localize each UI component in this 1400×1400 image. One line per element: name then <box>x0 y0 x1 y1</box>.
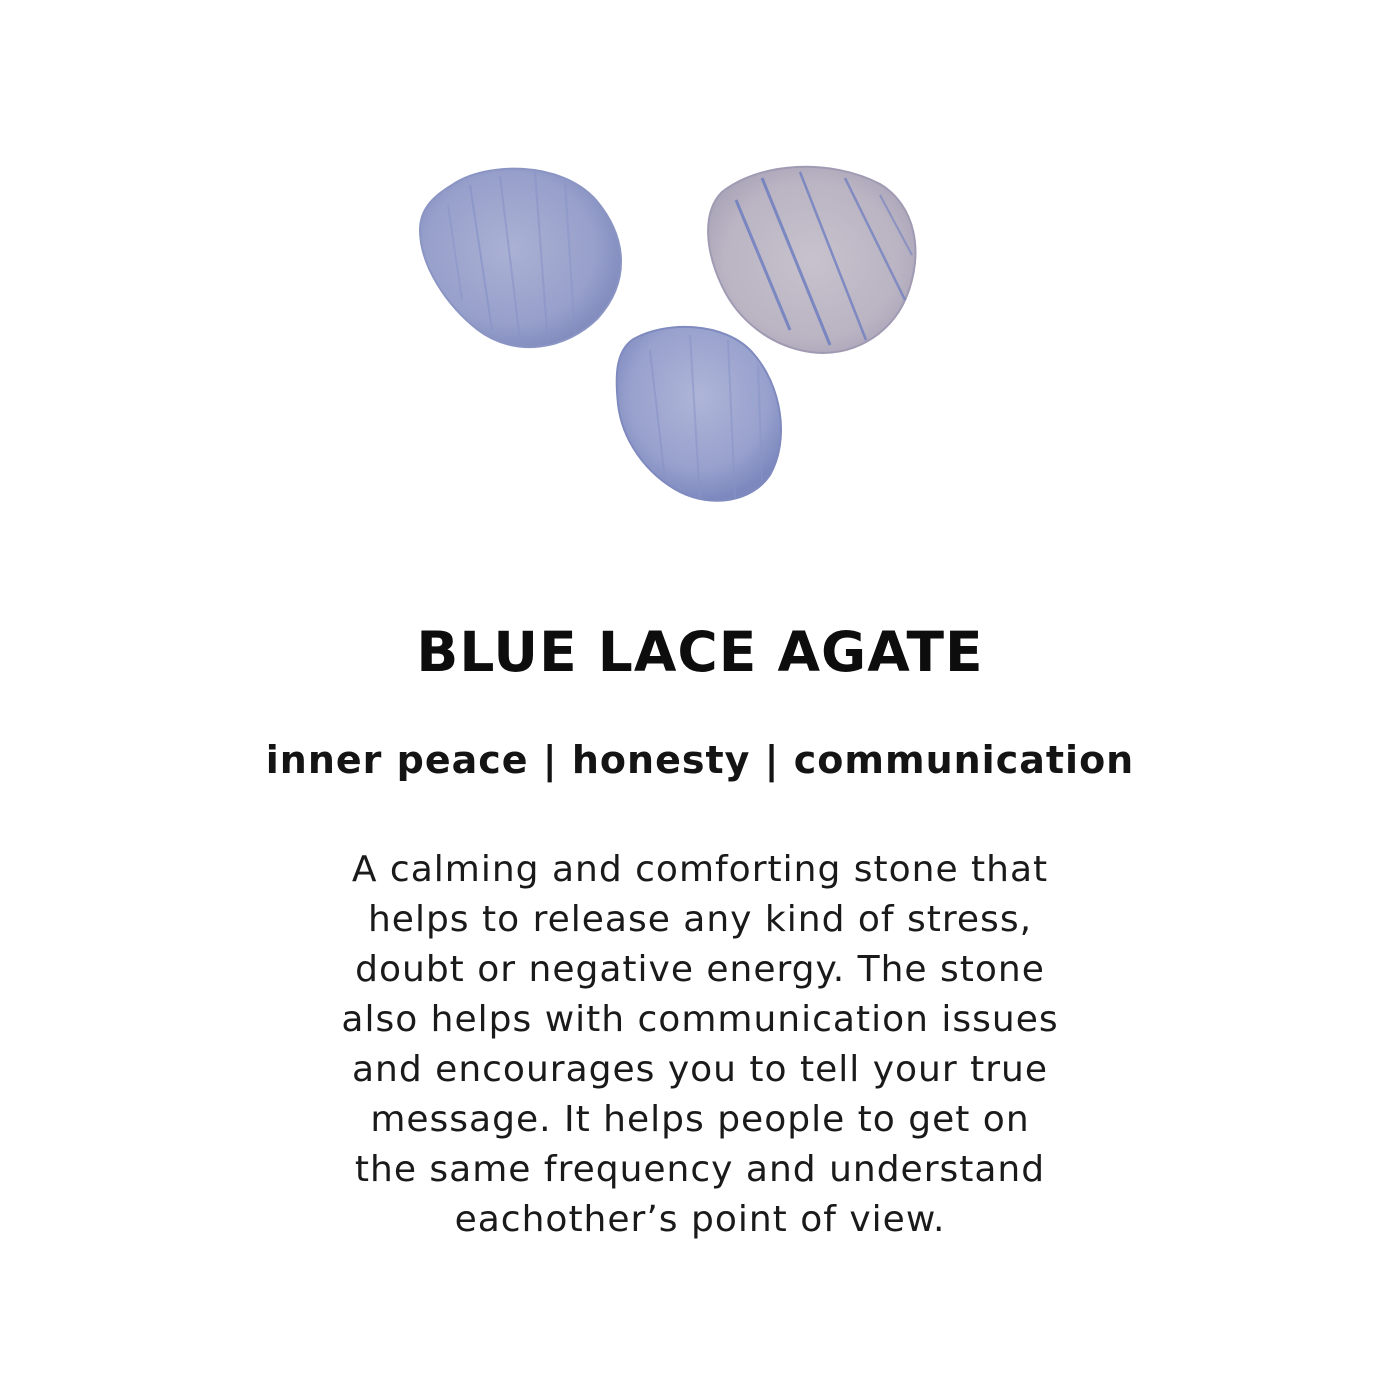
stone-bottom <box>617 327 781 501</box>
blue-lace-agate-stones-icon <box>0 0 1400 560</box>
stone-keywords: inner peace | honesty | communication <box>265 738 1135 782</box>
description-line: message. It helps people to get on <box>370 1099 1030 1140</box>
stone-left <box>420 169 621 347</box>
description-line: helps to release any kind of stress, <box>367 899 1033 940</box>
description-line: doubt or negative energy. The stone <box>355 949 1045 990</box>
description-line: eachother’s point of view. <box>454 1199 946 1240</box>
stones-illustration <box>0 0 1400 560</box>
description-line: also helps with communication issues <box>341 999 1059 1040</box>
stone-right <box>708 167 915 353</box>
description-line: A calming and comforting stone that <box>351 849 1049 890</box>
stone-description <box>0 845 1400 1245</box>
stone-title: BLUE LACE AGATE <box>416 620 984 684</box>
description-line: the same frequency and understand <box>354 1149 1046 1190</box>
description-line: and encourages you to tell your true <box>352 1049 1048 1090</box>
